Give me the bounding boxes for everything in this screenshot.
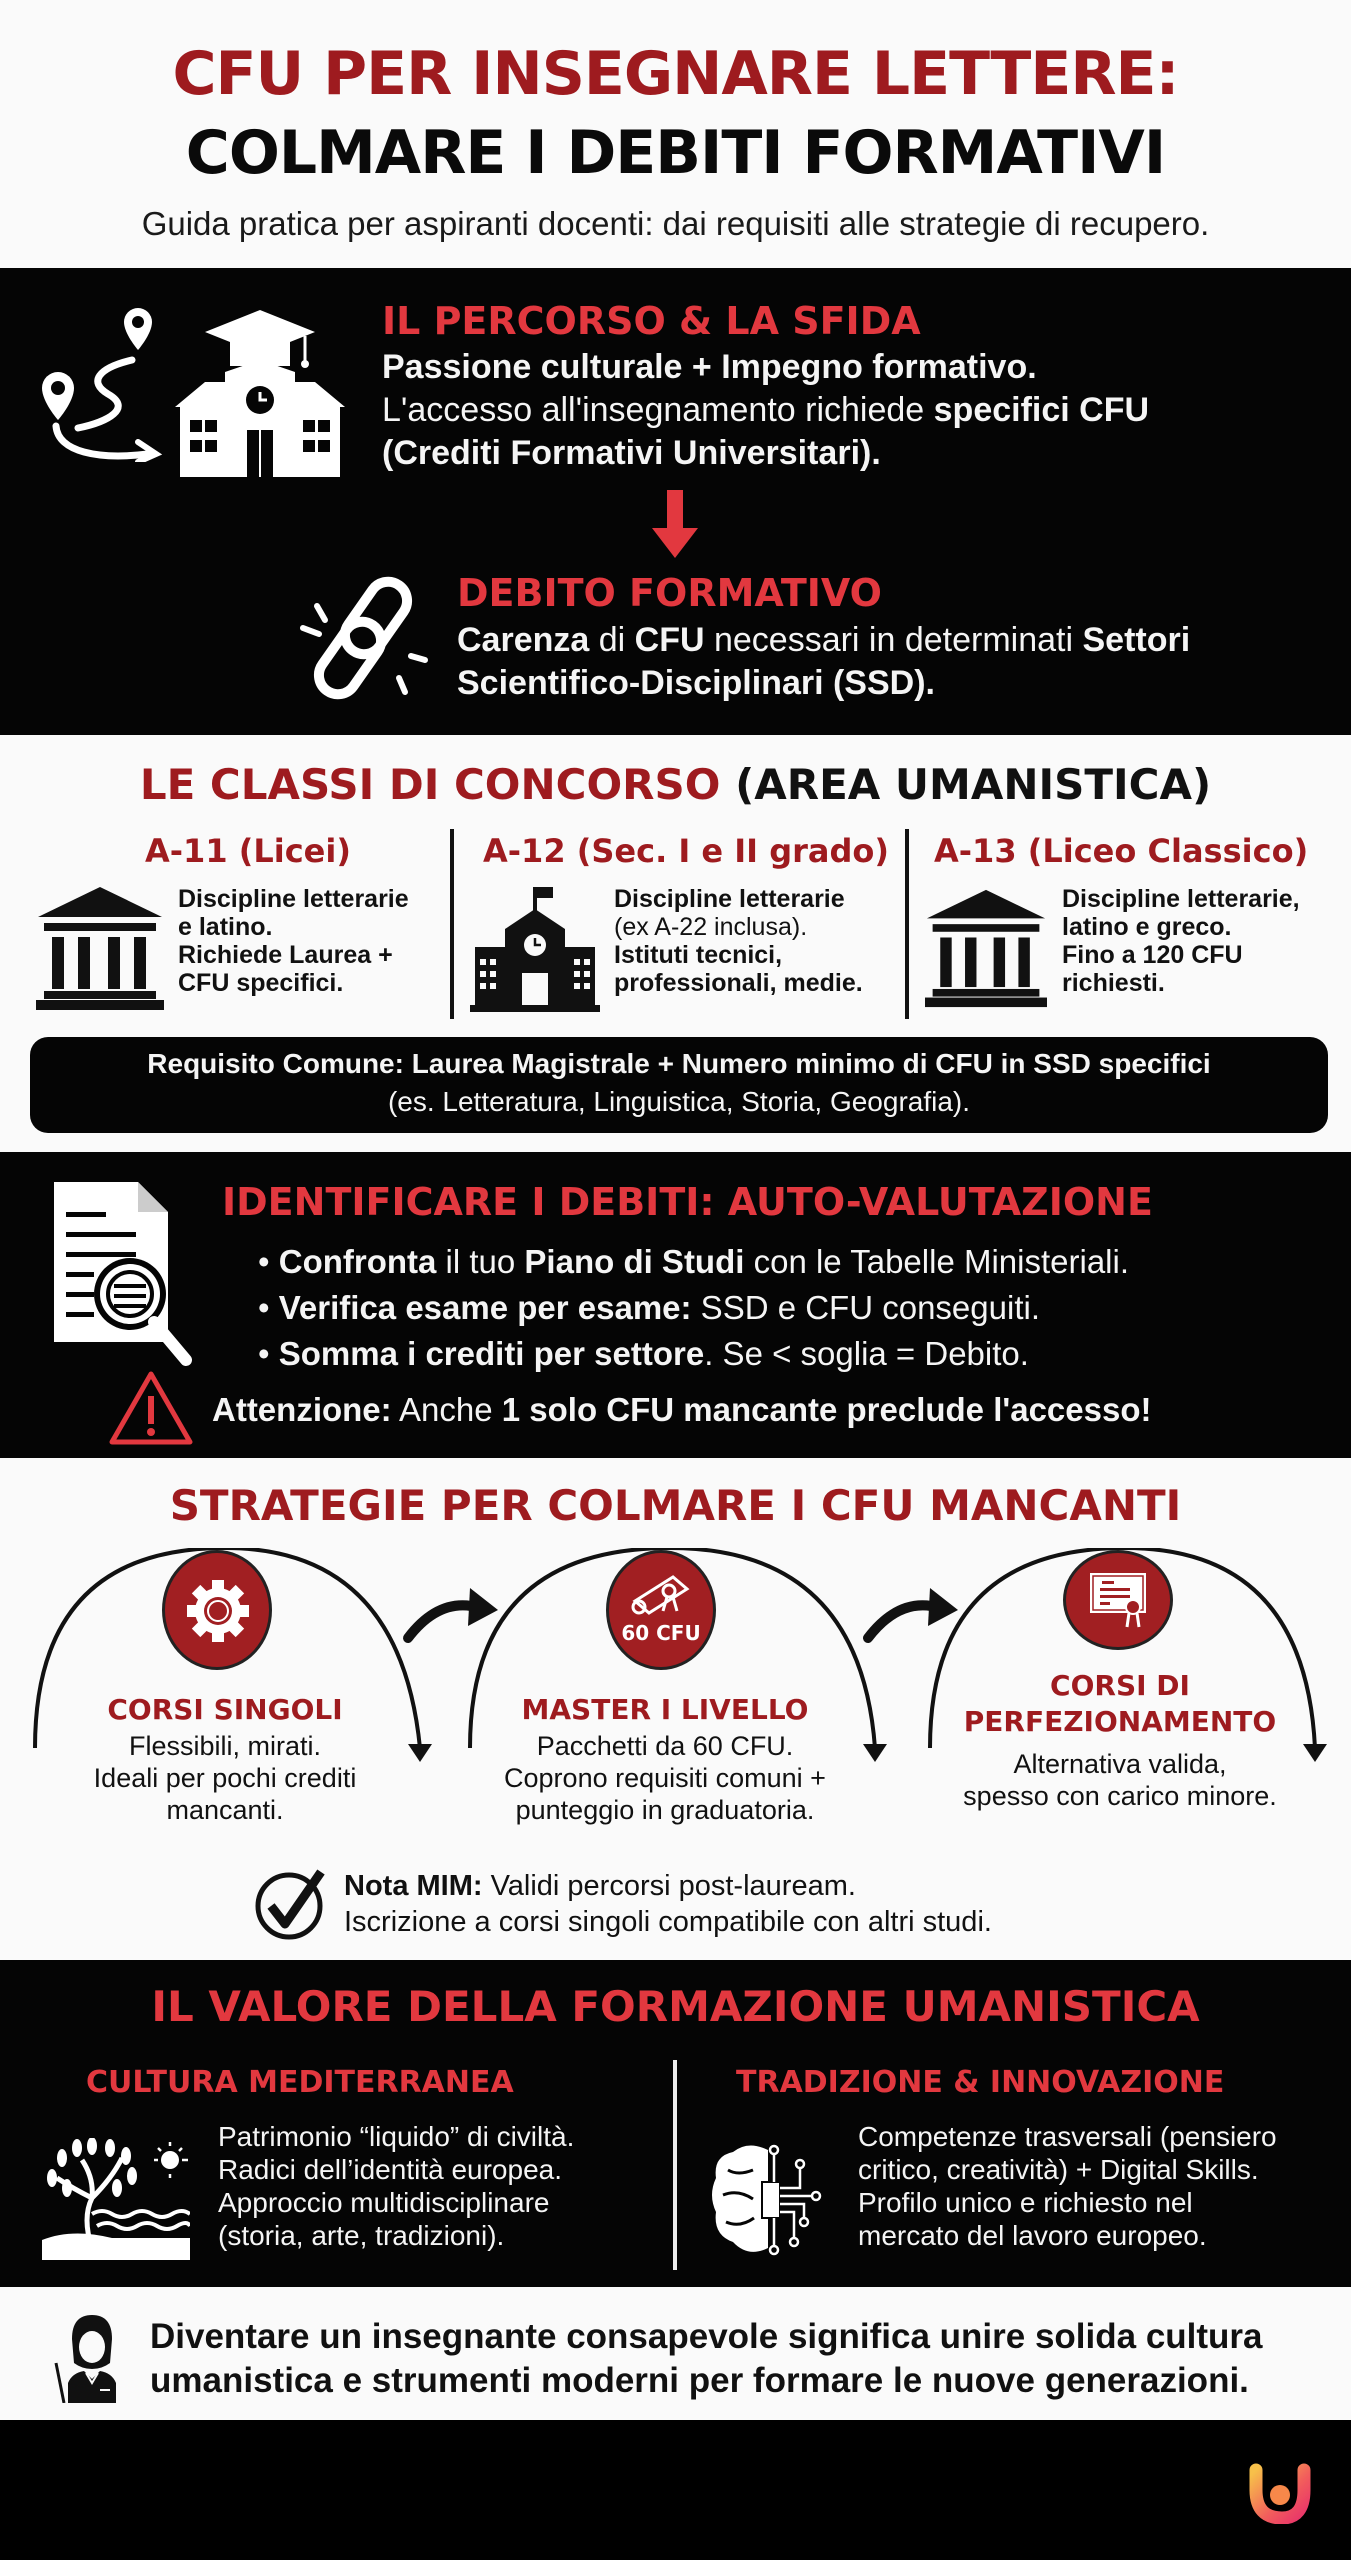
desc-line: Radici dell’identità europea. — [218, 2154, 562, 2185]
desc-line: e latino. — [178, 913, 273, 941]
classi-section — [0, 735, 1351, 1152]
desc-line: mercato del lavoro europeo. — [858, 2220, 1207, 2251]
desc-line: Profilo unico e richiesto nel — [858, 2187, 1193, 2218]
perfezionamento-title — [935, 1668, 1305, 1740]
desc-line: CFU specifici. — [178, 969, 344, 997]
title-line: PERFEZIONAMENTO — [963, 1705, 1277, 1738]
warning-triangle-icon — [108, 1370, 194, 1446]
desc-line: (storia, arte, tradizioni). — [218, 2220, 505, 2251]
debito-word-cfu: CFU — [634, 621, 705, 659]
bullet-item — [258, 1286, 1040, 1330]
desc-line: Pacchetti da 60 CFU. — [536, 1731, 794, 1761]
bullet-item — [258, 1240, 1129, 1284]
debito-word-di: di — [589, 621, 635, 659]
divider — [450, 829, 454, 1019]
school-building-icon — [470, 887, 600, 1012]
bullet-bold: Confronta — [278, 1243, 437, 1280]
debito-line1 — [457, 620, 1190, 661]
diploma-scroll-icon — [629, 1571, 695, 1617]
valore-section — [0, 1960, 1351, 2287]
bullet-icon: • — [258, 1335, 279, 1372]
tradizione-desc — [858, 2120, 1277, 2252]
strategie-section — [0, 1458, 1351, 1960]
bullet-icon: • — [258, 1243, 279, 1280]
classical-building-icon — [36, 885, 164, 1010]
master-desc — [465, 1730, 865, 1826]
class-a11-title: A-11 (Licei) — [145, 832, 351, 870]
bullet-text: il tuo — [436, 1243, 525, 1280]
conclusione-section — [0, 2287, 1351, 2420]
brand-logo-icon — [1248, 2462, 1312, 2524]
bullet-bold: Verifica esame per esame: — [278, 1289, 692, 1326]
classical-building-icon — [925, 885, 1047, 1010]
title-line: CORSI DI — [1050, 1669, 1190, 1702]
gear-icon — [187, 1580, 249, 1642]
debito-word-settori: Settori — [1082, 621, 1191, 659]
desc-line: Flessibili, mirati. — [128, 1731, 322, 1761]
olive-tree-sea-icon — [42, 2138, 190, 2260]
desc-line: Richiede Laurea + — [178, 941, 393, 969]
desc-line: Competenze trasversali (pensiero — [858, 2121, 1277, 2152]
debito-word-carenza: Carenza — [457, 621, 590, 659]
desc-line: punteggio in graduatoria. — [515, 1795, 815, 1825]
classi-heading-black: (AREA UMANISTICA) — [720, 760, 1212, 809]
bullet-bold: Somma i crediti per settore — [278, 1335, 705, 1372]
desc-line: Discipline letterarie — [178, 885, 409, 913]
percorso-line2-bold: specifici CFU — [933, 391, 1150, 429]
desc-line: spesso con carico minore. — [963, 1781, 1277, 1811]
conclusione-text — [150, 2315, 1263, 2403]
conclusione-line1: Diventare un insegnante consapevole significa unire solida cultura — [150, 2317, 1263, 2356]
strategie-heading: STRATEGIE PER COLMARE I CFU MANCANTI — [169, 1481, 1182, 1530]
warning-text — [212, 1388, 1152, 1432]
identificare-section — [0, 1152, 1351, 1458]
divider — [673, 2060, 677, 2270]
percorso-line2 — [382, 390, 1149, 431]
warning-label: Attenzione: — [212, 1391, 392, 1428]
master-title: MASTER I LIVELLO — [521, 1693, 809, 1726]
nota-text: Validi percorsi post-lauream. — [482, 1870, 856, 1902]
desc-line: richiesti. — [1062, 969, 1165, 997]
desc-line: Patrimonio “liquido” di civiltà. — [218, 2121, 575, 2152]
desc-line: Ideali per pochi crediti — [93, 1763, 357, 1793]
class-a13-desc — [1062, 885, 1300, 997]
desc-line: Alternativa valida, — [1013, 1749, 1227, 1779]
desc-line: professionali, medie. — [614, 969, 863, 997]
class-a12-desc — [614, 885, 863, 997]
debito-word-necessari: necessari in determinati — [704, 621, 1083, 659]
identificare-heading: IDENTIFICARE I DEBITI: AUTO-VALUTAZIONE — [222, 1180, 1153, 1224]
master-badge-label: 60 CFU — [621, 1621, 701, 1645]
divider — [905, 829, 909, 1019]
desc-line: critico, creatività) + Digital Skills. — [858, 2154, 1259, 2185]
corsi-singoli-title: CORSI SINGOLI — [107, 1693, 343, 1726]
classi-heading — [0, 759, 1351, 811]
percorso-line3: (Crediti Formativi Universitari). — [382, 434, 881, 472]
class-a11-desc — [178, 885, 409, 997]
desc-line: Fino a 120 CFU — [1062, 941, 1243, 969]
title-line2: COLMARE I DEBITI FORMATIVI — [185, 118, 1166, 188]
valore-heading: IL VALORE DELLA FORMAZIONE UMANISTICA — [151, 1982, 1200, 2031]
percorso-line2-text: L'accesso all'insegnamento richiede — [382, 391, 934, 429]
debito-line2: Scientifico-Disciplinari (SSD). — [457, 664, 935, 702]
bullet-item — [258, 1332, 1029, 1376]
bullet-text: . Se < soglia = Debito. — [704, 1335, 1029, 1372]
warning-mid: Anche — [391, 1391, 502, 1428]
desc-line: mancanti. — [166, 1795, 284, 1825]
bullet-text: SSD e CFU conseguiti. — [691, 1289, 1040, 1326]
desc-line: (ex A-22 inclusa). — [614, 913, 808, 941]
desc-line: latino e greco. — [1062, 913, 1232, 941]
bullet-bold: Piano di Studi — [524, 1243, 745, 1280]
check-circle-icon — [253, 1866, 329, 1942]
footer — [0, 2420, 1351, 2560]
nota-mim — [344, 1868, 992, 1940]
desc-line: Istituti tecnici, — [614, 941, 783, 969]
broken-link-icon — [295, 568, 435, 708]
document-search-icon — [48, 1182, 228, 1372]
desc-line: Coprono requisiti comuni + — [504, 1763, 826, 1793]
tradizione-title: TRADIZIONE & INNOVAZIONE — [736, 2065, 1225, 2100]
bullet-text: con le Tabelle Ministeriali. — [744, 1243, 1129, 1280]
desc-line: Discipline letterarie, — [1062, 885, 1300, 913]
nota-line1 — [344, 1868, 992, 1904]
conclusione-line2: umanistica e strumenti moderni per formare le nuove generazioni. — [150, 2361, 1249, 2400]
brain-circuit-icon — [708, 2140, 838, 2260]
perfezionamento-badge — [1063, 1550, 1173, 1650]
title-line1: CFU PER INSEGNARE LETTERE: — [172, 39, 1179, 109]
class-a13-title: A-13 (Liceo Classico) — [934, 832, 1309, 870]
header — [0, 0, 1351, 268]
school-graduation-icon — [175, 302, 345, 477]
teacher-icon — [52, 2313, 132, 2403]
nota-line2: Iscrizione a corsi singoli compatibile con altri studi. — [344, 1906, 992, 1938]
requisito-comune-box — [30, 1037, 1328, 1133]
percorso-section — [0, 268, 1351, 735]
requisito-line1: Requisito Comune: Laurea Magistrale + Numero minimo di CFU in SSD specifici — [147, 1048, 1211, 1079]
master-badge — [606, 1550, 716, 1670]
map-route-icon — [38, 302, 168, 462]
bullet-icon: • — [258, 1289, 279, 1326]
corsi-singoli-badge — [162, 1550, 272, 1670]
debito-heading: DEBITO FORMATIVO — [457, 571, 882, 615]
desc-line: Discipline letterarie — [614, 885, 845, 913]
class-a12-title: A-12 (Sec. I e II grado) — [483, 832, 889, 870]
requisito-line2: (es. Letteratura, Linguistica, Storia, Geografia). — [387, 1086, 971, 1117]
subtitle: Guida pratica per aspiranti docenti: dai requisiti alle strategie di recupero. — [141, 205, 1210, 242]
warning-bold: 1 solo CFU mancante preclude l'accesso! — [501, 1391, 1152, 1428]
desc-line: Approccio multidisciplinare — [218, 2187, 550, 2218]
down-arrow-icon — [650, 490, 700, 558]
corsi-singoli-desc — [40, 1730, 410, 1826]
nota-label: Nota MIM: — [344, 1870, 483, 1902]
classi-heading-red: LE CLASSI DI CONCORSO — [139, 760, 721, 809]
certificate-icon — [1088, 1571, 1152, 1633]
percorso-heading: IL PERCORSO & LA SFIDA — [382, 299, 921, 343]
cultura-title: CULTURA MEDITERRANEA — [86, 2065, 514, 2100]
percorso-line1: Passione culturale + Impegno formativo. — [382, 348, 1037, 386]
perfezionamento-desc — [925, 1748, 1315, 1812]
cultura-desc — [218, 2120, 574, 2252]
